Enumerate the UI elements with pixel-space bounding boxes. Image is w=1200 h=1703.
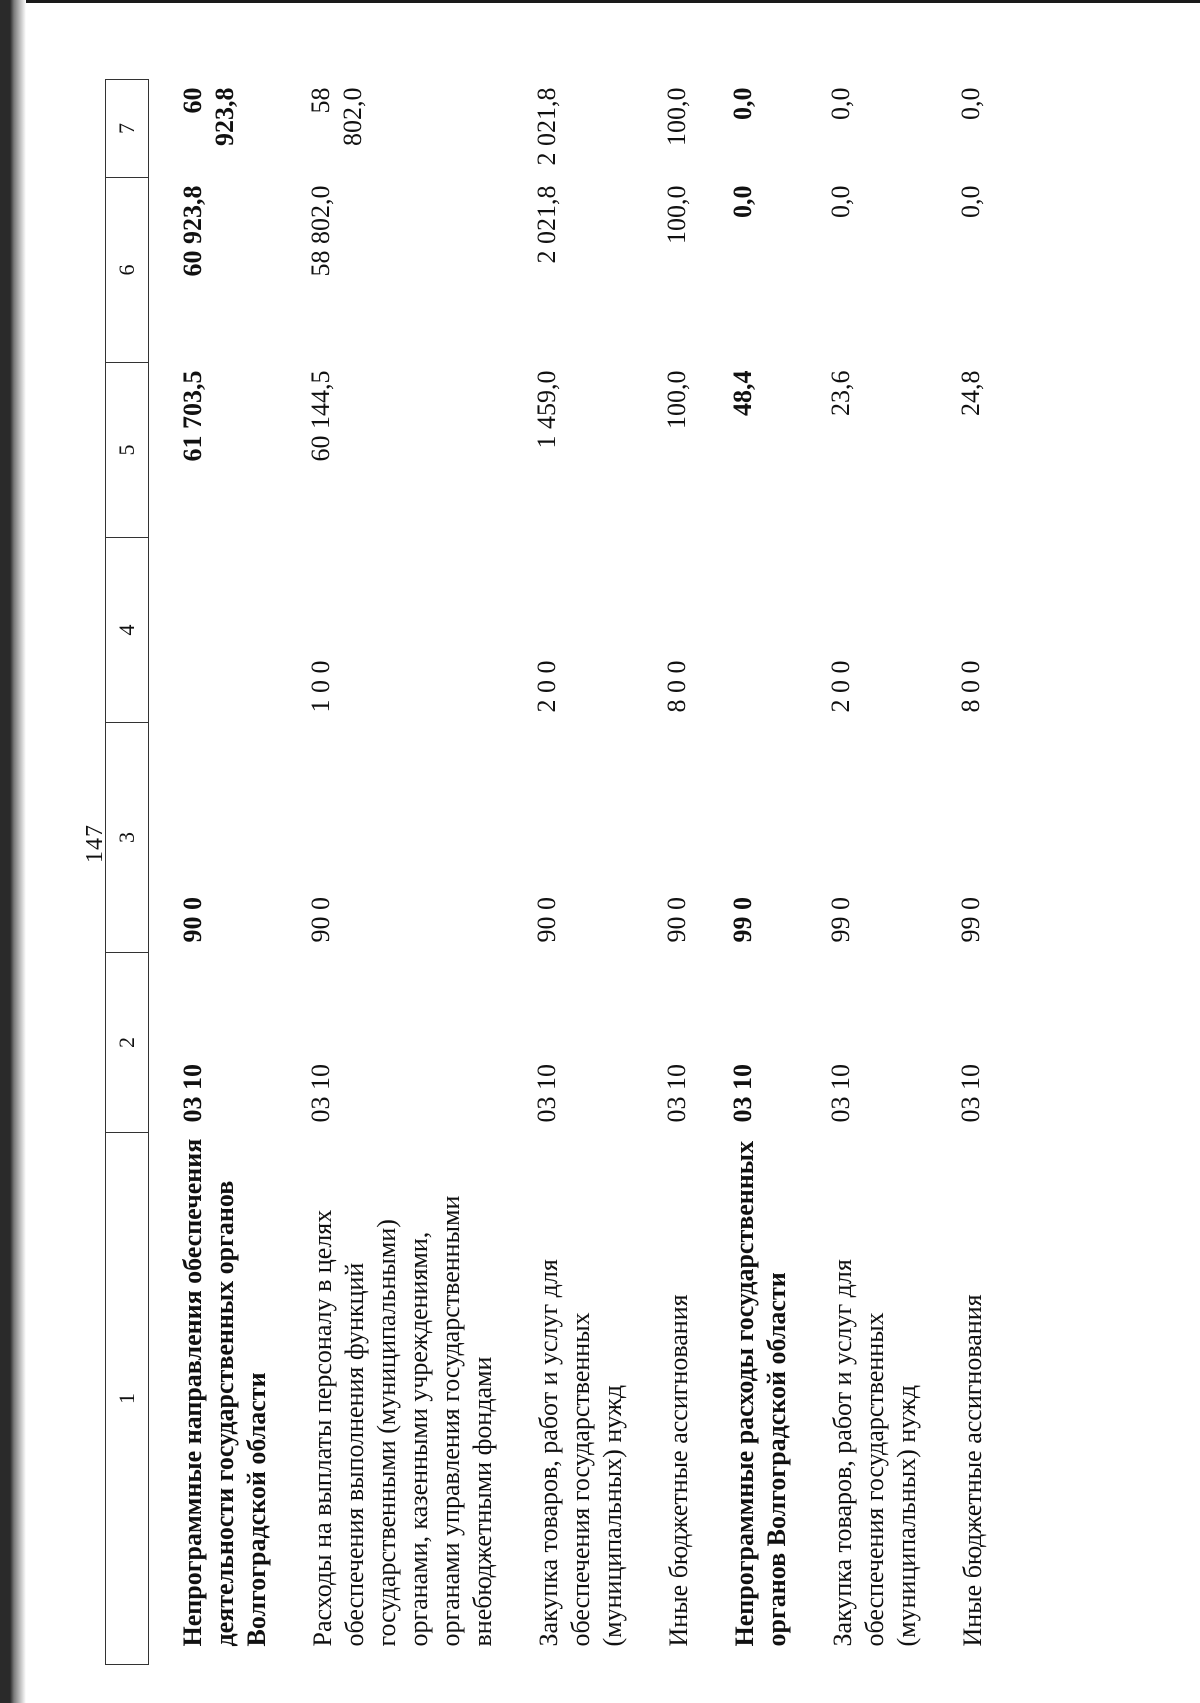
amount-col5: 24,8 [956, 370, 985, 416]
row-label: Непрограммные расходы государственных органов Волгоградской области [730, 1140, 791, 1647]
header-cell: 4 [106, 538, 149, 723]
amount-col5: 23,6 [826, 370, 855, 416]
program-code: 99 0 [728, 897, 757, 943]
amount-col6: 2 021,8 [532, 185, 561, 264]
header-cell: 3 [106, 723, 149, 953]
header-cell: 7 [106, 80, 149, 178]
expense-type-code: 2 0 0 [826, 660, 855, 713]
program-code: 99 0 [956, 897, 985, 943]
header-cell: 1 [106, 1133, 149, 1665]
amount-col6: 58 802,0 [306, 185, 335, 277]
amount-col5: 61 703,5 [178, 370, 207, 462]
row-label: Закупка товаров, работ и услуг для обеспечения государственных (муниципальных) нужд [534, 1259, 627, 1647]
expense-type-code: 2 0 0 [532, 660, 561, 713]
header-cell: 5 [106, 363, 149, 538]
section-code: 03 10 [956, 1064, 985, 1123]
row-label: Иные бюджетные ассигнования [664, 1294, 693, 1647]
program-code: 90 0 [532, 897, 561, 943]
amount-col6: 0,0 [956, 185, 985, 218]
amount-col5: 1 459,0 [532, 370, 561, 449]
section-code: 03 10 [306, 1064, 335, 1123]
row-label: Закупка товаров, работ и услуг для обеспечения государственных (муниципальных) нужд [828, 1259, 921, 1647]
expense-type-code [713, 538, 811, 723]
amount-col5: 48,4 [728, 370, 757, 416]
amount-col7: 0,0 [728, 87, 757, 120]
table-row [713, 80, 811, 1665]
expense-type-code: 8 0 0 [956, 660, 985, 713]
amount-col6: 60 923,8 [178, 185, 207, 277]
table-row [941, 80, 1007, 1665]
amount-col6: 0,0 [728, 185, 757, 218]
amount-col6: 0,0 [826, 185, 855, 218]
table-row [647, 80, 713, 1665]
program-code: 90 0 [662, 897, 691, 943]
program-code: 90 0 [306, 897, 335, 943]
section-code: 03 10 [178, 1064, 207, 1123]
table-row [811, 80, 941, 1665]
amount-col7: 60 923,8 [178, 87, 239, 146]
row-label: Расходы на выплаты персоналу в целях обеспечения выполнения функций государственными (муниципальными) органами, казенными учреждениями, органами управления государственными внебюджетными фондами [308, 1195, 497, 1647]
expense-type-code: 8 0 0 [662, 660, 691, 713]
table-row [517, 80, 647, 1665]
header-row [106, 80, 149, 1665]
section-code: 03 10 [728, 1064, 757, 1123]
amount-col7: 100,0 [662, 87, 691, 146]
amount-col7: 2 021,8 [532, 87, 561, 166]
page-number: 147 [82, 824, 108, 863]
program-code: 90 0 [178, 897, 207, 943]
amount-col7: 0,0 [826, 87, 855, 120]
amount-col6: 100,0 [662, 185, 691, 244]
row-label: Непрограммные направления обеспечения деятельности государственных органов Волгоградской области [178, 1138, 271, 1647]
table-row [149, 80, 292, 1665]
header-cell: 6 [106, 178, 149, 363]
amount-col7: 58 802,0 [306, 87, 367, 146]
amount-col5: 100,0 [662, 370, 691, 429]
budget-table [105, 79, 1007, 1665]
expense-type-code [149, 538, 292, 723]
table-row [291, 80, 517, 1665]
expense-type-code: 1 0 0 [306, 660, 335, 713]
amount-col7: 0,0 [956, 87, 985, 120]
row-label: Иные бюджетные ассигнования [958, 1294, 987, 1647]
section-code: 03 10 [532, 1064, 561, 1123]
program-code: 99 0 [826, 897, 855, 943]
section-code: 03 10 [662, 1064, 691, 1123]
section-code: 03 10 [826, 1064, 855, 1123]
amount-col5: 60 144,5 [306, 370, 335, 462]
header-cell: 2 [106, 953, 149, 1133]
